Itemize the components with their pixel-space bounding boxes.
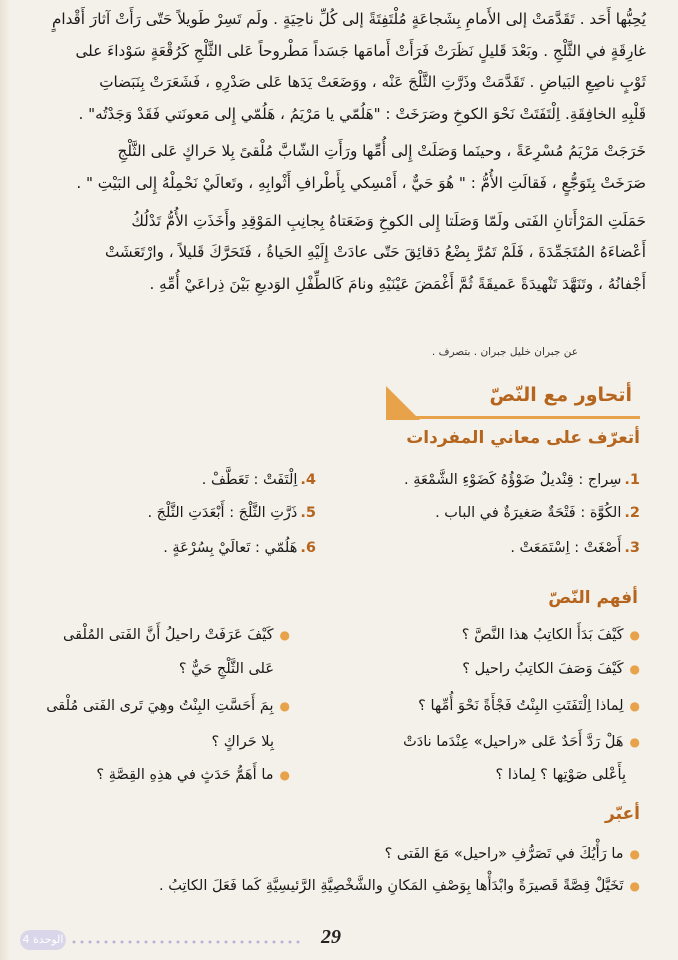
story-line: حَمَلَتِ المَرْأَتانِ الفَتى ولَمّا وَصَلَتا إِلى الكوخِ وَضَعَتاهُ بِجانِبِ المَوْقِدِ وأَخَذَتِ الأُمُّ تَدْلُكُ	[131, 211, 646, 230]
bullet-icon: ●	[629, 662, 640, 676]
story-line: صَرَخَتْ بِتَوَجُّعٍ ، فَقالَتِ الأُمُّ : " هُوَ حَيٌّ ، أَمْسِكي بِأَطْرافِ أَثْوابِهِ ، وتَعالَيْ نَحْمِلْهُ إِلى البَيْتِ " .	[76, 173, 646, 192]
vocab-text: سِراج : قِنْديلٌ ضَوْؤُهُ كَضَوْءِ الشَّمْعَةِ .	[404, 472, 622, 488]
story-line: يُحِبُّها أَحَد . تَقَدَّمَتْ إلى الأَمامِ بِشَجاعَةٍ مُلْتَفِتَةً إلى كُلِّ ناحِيَةٍ . ولَم تَسِرْ طَويلاً حَتّى رَأَتْ آثارَ أَقْدامٍ	[51, 10, 646, 28]
story-line: خَرَجَتْ مَرْيَمُ مُسْرِعَةً ، وحينَما وَصَلَتْ إِلى أُمِّها ورَأَتِ الشّابَّ مُلْقىً بِلا حَراكٍ عَلى الثَّلْجِ	[117, 142, 646, 161]
vocab-number: 6.	[300, 540, 316, 556]
bullet-icon: ●	[279, 628, 290, 642]
question-item: ●كَيْفَ عَرَفَتْ راحيلُ أَنَّ الفَتى المُلْقى	[63, 627, 290, 643]
vocab-item	[202, 472, 316, 488]
page-number: 29	[321, 926, 341, 948]
question-item: ●كَيْفَ بَدَأَ الكاتِبُ هذا النَّصَّ ؟	[461, 627, 640, 643]
question-item: ●هَلْ رَدَّ أَحَدٌ عَلى «راحيل» عِنْدَما نادَتْ	[403, 734, 640, 750]
question-item: ●كَيْفَ وَصَفَ الكاتِبُ راحيل ؟	[462, 661, 640, 677]
vocab-text: اِلْتَفَتْ : تَعَطَّفْ .	[201, 472, 298, 488]
question-continuation: بِلا حَراكٍ ؟	[211, 734, 274, 750]
question-continuation: بِأَعْلى صَوْتِها ؟ لِماذا ؟	[495, 767, 626, 783]
vocab-number: 2.	[624, 505, 640, 521]
express-heading: أعبّر	[605, 804, 640, 824]
section-banner	[390, 382, 640, 422]
page-edge-shade	[0, 0, 10, 960]
vocab-item	[147, 505, 316, 521]
vocab-number: 5.	[300, 505, 316, 521]
story-line: ثَوْبٍ ناصِعِ البَياضِ . تَقَدَّمَتْ وذَرَّتِ الثَّلْجَ عَنْه ، ووَضَعَتْ يَدَها عَلى صَدْرِهِ ، فَشَعَرَتْ بِنَبَضاتِ	[99, 73, 646, 92]
bullet-icon: ●	[279, 768, 290, 782]
vocab-text: الكُوَّة : فَتْحَةٌ صَغيرَةٌ في الباب .	[435, 505, 622, 521]
vocab-number: 1.	[624, 472, 640, 488]
bullet-icon: ●	[629, 847, 640, 861]
source-attribution: عن جبران خليل جبران . بتصرف .	[431, 346, 578, 358]
story-line: غارِقَةٍ في الثَّلْجِ . وبَعْدَ قَليلٍ نَظَرَتْ فَرَأَتْ أَمامَها جَسَداً مَطْروحاً عَلى الثَّلْجِ كَرُقْعَةٍ سَوْداءَ على	[75, 41, 646, 60]
express-item: ●تَخَيَّلْ قِصَّةً قَصيرَةً وابْدَأْها بِوَصْفِ المَكانِ والشَّخْصِيَّةِ الرَّئيسِيَّةِ كَما فَعَلَ الكاتِبُ .	[159, 878, 640, 894]
unit-tag: الوحدة 4	[20, 930, 66, 950]
bullet-icon: ●	[279, 699, 290, 713]
banner-triangle-icon	[386, 386, 420, 420]
vocab-text: هَلُمّي : تَعالَيْ بِسُرْعَةٍ .	[163, 540, 298, 556]
vocab-text: أَصْغَتْ : اِسْتَمَعَتْ .	[510, 540, 622, 556]
vocab-number: 3.	[624, 540, 640, 556]
vocab-item	[435, 505, 640, 521]
story-line: أَجْفانُهُ ، وتَنَهَّدَ تَنْهيدَةً عَميقَةً ثُمَّ أَغْمَضَ عَيْنَيْهِ ونامَ كَالطِّفْلِ الوَديعِ بَيْنَ ذِراعَيْ أُمِّهِ .	[149, 274, 646, 293]
question-item: ●لِماذا اِلْتَفَتَتِ البِنْتُ فَجْأَةً نَحْوَ أُمِّها ؟	[418, 698, 640, 714]
story-text	[30, 4, 646, 300]
section-title: أتحاور مع النّصّ	[489, 384, 632, 406]
banner-underline	[415, 416, 640, 419]
bullet-icon: ●	[629, 735, 640, 749]
question-item: ●ما أَهَمُّ حَدَثٍ في هذِهِ القِصَّةِ ؟	[96, 767, 290, 783]
bullet-icon: ●	[629, 628, 640, 642]
question-continuation: عَلى الثَّلْجِ حَيٌّ ؟	[178, 661, 274, 677]
vocab-item	[510, 540, 640, 556]
bullet-icon: ●	[629, 879, 640, 893]
vocab-number: 4.	[300, 472, 316, 488]
bullet-icon: ●	[629, 699, 640, 713]
story-line: قَلْبِهِ الخافِقَةِ. اِلْتَفَتَتْ نَحْوَ الكوخِ وصَرَخَتْ : "هَلُمّي يا مَرْيَمُ ، هَلُمّي إِلى مَعونَتي فَقَدْ وَجَدْتُه" .	[78, 104, 646, 123]
story-line: أَعْضاءَهُ المُتَجَمِّدَةَ ، فَلَمْ تَمُرَّ بِضْعُ دَقائِقَ حَتّى عادَتْ إِلَيْهِ الحَياةُ ، فَتَحَرَّكَ قَليلاً ، وارْتَعَشَتْ	[105, 243, 646, 262]
understand-heading: أفهم النّصّ	[548, 588, 638, 608]
vocab-text: ذَرَّتِ الثَّلْجَ : أَبْعَدَتِ الثَّلْجَ .	[147, 505, 298, 521]
express-item: ●ما رَأْيُكَ في تَصَرُّفِ «راحيل» مَعَ الفَتى ؟	[384, 846, 640, 862]
vocab-heading: أتعرّف على معاني المفردات	[406, 428, 640, 448]
vocab-item	[404, 472, 640, 488]
footer-dots	[70, 940, 300, 944]
question-item: ●بِمَ أَحَسَّتِ البِنْتُ وهِيَ تَرى الفَتى مُلْقى	[46, 698, 290, 714]
vocab-item	[163, 540, 316, 556]
